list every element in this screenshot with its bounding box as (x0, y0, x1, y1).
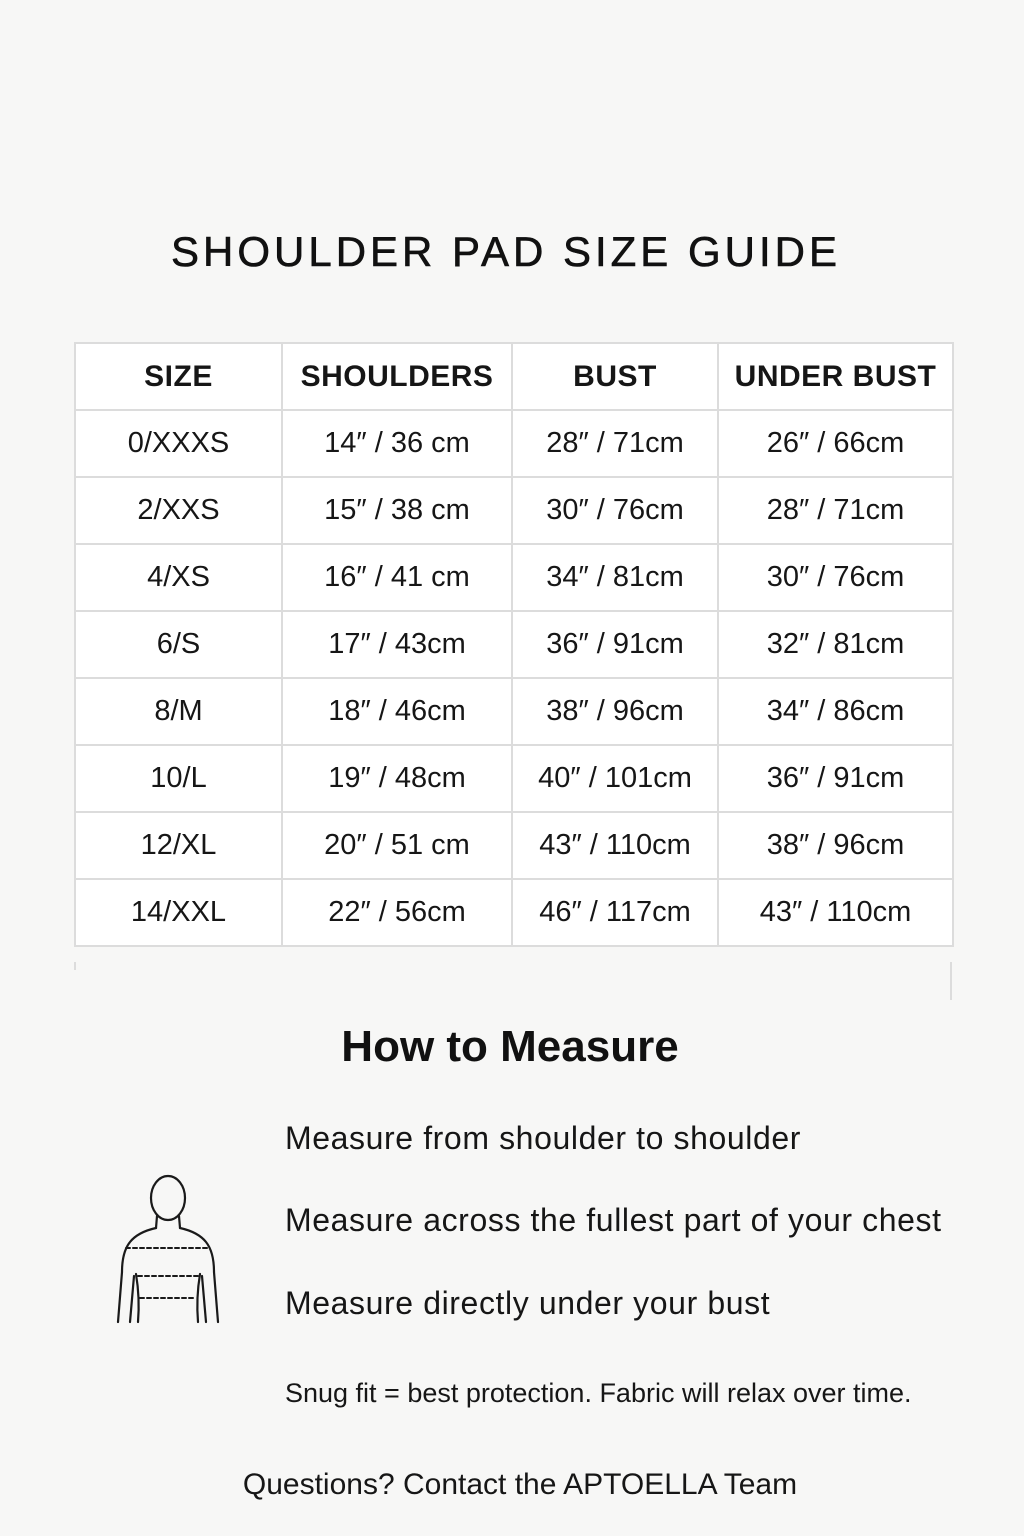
cell-bust: 34″ / 81cm (512, 544, 718, 611)
contact-text: Questions? Contact the APTOELLA Team (242, 1468, 798, 1501)
cell-shoulders: 22″ / 56cm (282, 879, 512, 946)
table-row (75, 745, 953, 812)
cell-bust: 28″ / 71cm (512, 410, 718, 477)
table-row (75, 611, 953, 678)
table-row (75, 678, 953, 745)
header-shoulders: SHOULDERS (282, 343, 512, 410)
cell-size: 8/M (75, 678, 282, 745)
cell-size: 12/XL (75, 812, 282, 879)
table-row (75, 812, 953, 879)
cell-size: 4/XS (75, 544, 282, 611)
header-bust: BUST (512, 343, 718, 410)
measure-step-under-bust: Measure directly under your bust (285, 1285, 771, 1321)
table-row (75, 410, 953, 477)
cell-under-bust: 38″ / 96cm (718, 812, 953, 879)
cell-under-bust: 28″ / 71cm (718, 477, 953, 544)
cell-bust: 30″ / 76cm (512, 477, 718, 544)
table-bottom-border (74, 962, 952, 1000)
header-size: SIZE (75, 343, 282, 410)
cell-shoulders: 20″ / 51 cm (282, 812, 512, 879)
how-to-measure-title: How to Measure (341, 1022, 679, 1071)
table-tail-left-line (74, 962, 76, 970)
cell-bust: 46″ / 117cm (512, 879, 718, 946)
cell-size: 6/S (75, 611, 282, 678)
table-header-row (75, 343, 953, 410)
cell-size: 2/XXS (75, 477, 282, 544)
cell-bust: 36″ / 91cm (512, 611, 718, 678)
cell-under-bust: 36″ / 91cm (718, 745, 953, 812)
measure-step-shoulders: Measure from shoulder to shoulder (285, 1120, 802, 1156)
cell-under-bust: 30″ / 76cm (718, 544, 953, 611)
table-tail-right-line (950, 962, 952, 1000)
table-row (75, 477, 953, 544)
cell-shoulders: 18″ / 46cm (282, 678, 512, 745)
cell-bust: 38″ / 96cm (512, 678, 718, 745)
cell-shoulders: 14″ / 36 cm (282, 410, 512, 477)
cell-shoulders: 17″ / 43cm (282, 611, 512, 678)
size-table (74, 342, 954, 947)
cell-size: 14/XXL (75, 879, 282, 946)
cell-under-bust: 32″ / 81cm (718, 611, 953, 678)
cell-under-bust: 43″ / 110cm (718, 879, 953, 946)
cell-under-bust: 34″ / 86cm (718, 678, 953, 745)
table-row (75, 544, 953, 611)
cell-shoulders: 15″ / 38 cm (282, 477, 512, 544)
cell-under-bust: 26″ / 66cm (718, 410, 953, 477)
cell-size: 10/L (75, 745, 282, 812)
measure-step-bust: Measure across the fullest part of your chest (285, 1202, 942, 1238)
header-under-bust: UNDER BUST (718, 343, 953, 410)
fit-note: Snug fit = best protection. Fabric will relax over time. (285, 1378, 912, 1408)
body-measurement-icon (112, 1172, 224, 1328)
page-title: SHOULDER PAD SIZE GUIDE (171, 228, 841, 275)
cell-bust: 43″ / 110cm (512, 812, 718, 879)
cell-size: 0/XXXS (75, 410, 282, 477)
cell-shoulders: 16″ / 41 cm (282, 544, 512, 611)
table-row (75, 879, 953, 946)
cell-shoulders: 19″ / 48cm (282, 745, 512, 812)
cell-bust: 40″ / 101cm (512, 745, 718, 812)
